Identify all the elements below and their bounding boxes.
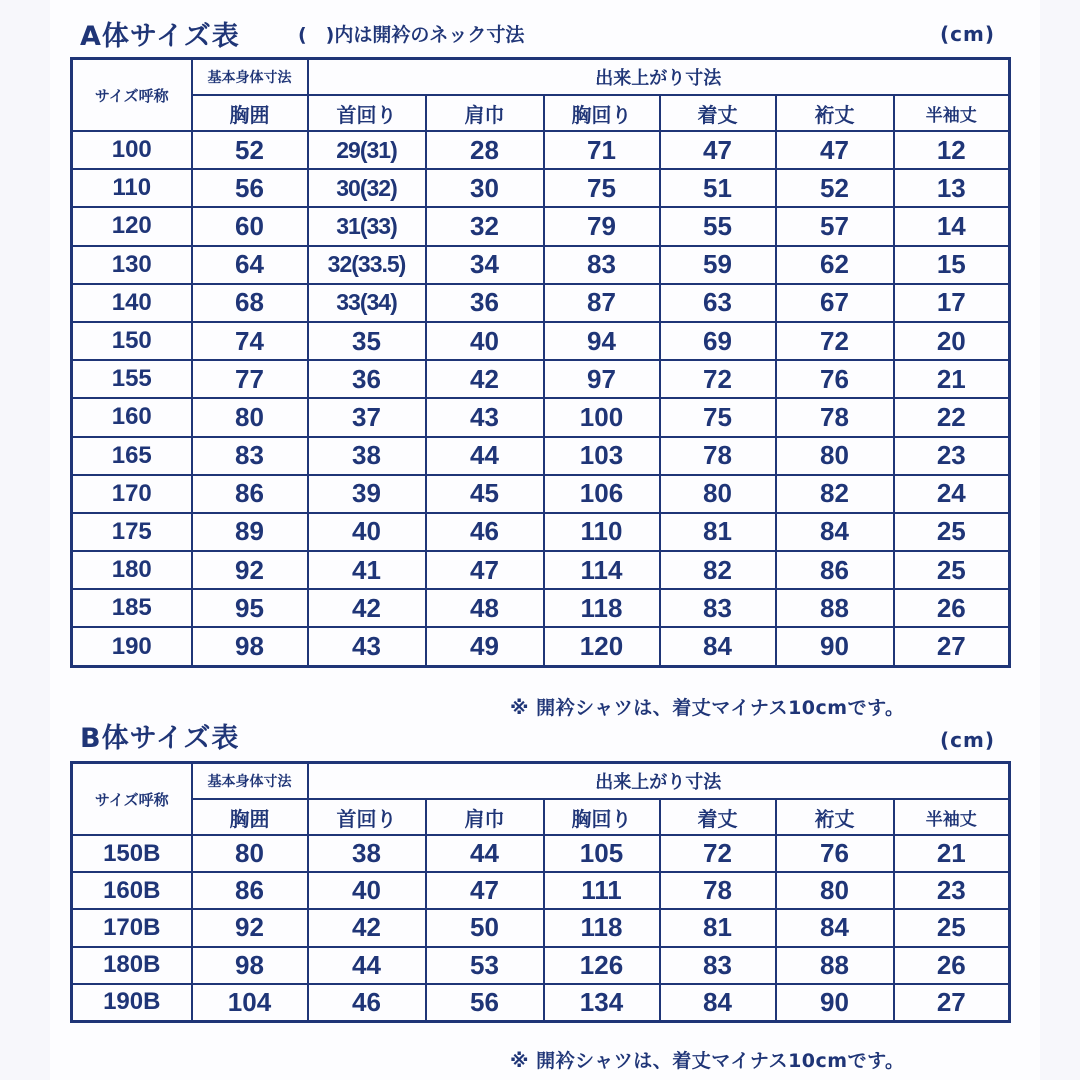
cell-length: 47	[660, 131, 776, 169]
cell-chest: 86	[192, 872, 308, 909]
cell-shoulder: 28	[426, 131, 544, 169]
cell-length: 83	[660, 589, 776, 627]
cell-sleeve: 86	[776, 551, 894, 589]
cell-sleeve: 90	[776, 627, 894, 666]
cell-length: 83	[660, 947, 776, 984]
cell-short-sleeve: 14	[894, 207, 1010, 245]
cell-chest-girth: 75	[544, 169, 660, 207]
size-table-b	[70, 761, 1011, 1023]
cell-neck: 33(34)	[308, 284, 426, 322]
cell-neck: 36	[308, 360, 426, 398]
cell-size-name: 180B	[72, 947, 192, 984]
cell-short-sleeve: 22	[894, 398, 1010, 436]
cell-chest: 83	[192, 437, 308, 475]
cell-short-sleeve: 12	[894, 131, 1010, 169]
header-short-sleeve: 半袖丈	[894, 95, 1010, 131]
cell-shoulder: 44	[426, 835, 544, 872]
cell-size-name: 120	[72, 207, 192, 245]
cell-short-sleeve: 21	[894, 360, 1010, 398]
header-finished: 出来上がり寸法	[308, 59, 1010, 96]
table-b-footnote: ※ 開衿シャツは、着丈マイナス10cmです。	[510, 1050, 905, 1072]
cell-length: 51	[660, 169, 776, 207]
cell-size-name: 160B	[72, 872, 192, 909]
cell-short-sleeve: 23	[894, 872, 1010, 909]
header-length: 着丈	[660, 799, 776, 835]
cell-neck: 29(31)	[308, 131, 426, 169]
cell-chest: 80	[192, 398, 308, 436]
cell-shoulder: 49	[426, 627, 544, 666]
table-row	[72, 398, 1010, 436]
cell-chest-girth: 97	[544, 360, 660, 398]
cell-sleeve: 90	[776, 984, 894, 1022]
cell-shoulder: 46	[426, 513, 544, 551]
table-row	[72, 589, 1010, 627]
cell-short-sleeve: 27	[894, 984, 1010, 1022]
cell-sleeve: 76	[776, 835, 894, 872]
table-a-footnote: ※ 開衿シャツは、着丈マイナス10cmです。	[510, 697, 905, 719]
cell-size-name: 150B	[72, 835, 192, 872]
cell-length: 81	[660, 909, 776, 946]
table-b-title: B体サイズ表	[80, 723, 240, 754]
cell-neck: 40	[308, 872, 426, 909]
cell-length: 78	[660, 872, 776, 909]
cell-size-name: 175	[72, 513, 192, 551]
table-row	[72, 909, 1010, 946]
cell-neck: 38	[308, 437, 426, 475]
cell-chest: 92	[192, 909, 308, 946]
cell-short-sleeve: 15	[894, 246, 1010, 284]
cell-sleeve: 84	[776, 513, 894, 551]
cell-chest-girth: 100	[544, 398, 660, 436]
size-table-a	[70, 57, 1011, 668]
cell-chest: 89	[192, 513, 308, 551]
table-row	[72, 513, 1010, 551]
cell-chest: 60	[192, 207, 308, 245]
cell-sleeve: 78	[776, 398, 894, 436]
cell-chest-girth: 126	[544, 947, 660, 984]
cell-short-sleeve: 13	[894, 169, 1010, 207]
header-chest: 胸囲	[192, 799, 308, 835]
cell-size-name: 180	[72, 551, 192, 589]
table-a-unit: (cm)	[940, 22, 995, 46]
cell-chest-girth: 111	[544, 872, 660, 909]
header-size-name: サイズ呼称	[72, 763, 192, 836]
cell-short-sleeve: 20	[894, 322, 1010, 360]
cell-shoulder: 45	[426, 475, 544, 513]
cell-shoulder: 32	[426, 207, 544, 245]
cell-sleeve: 84	[776, 909, 894, 946]
cell-shoulder: 43	[426, 398, 544, 436]
cell-length: 59	[660, 246, 776, 284]
cell-chest: 64	[192, 246, 308, 284]
table-row	[72, 284, 1010, 322]
table-row	[72, 360, 1010, 398]
cell-chest-girth: 79	[544, 207, 660, 245]
cell-sleeve: 62	[776, 246, 894, 284]
cell-shoulder: 30	[426, 169, 544, 207]
cell-length: 80	[660, 475, 776, 513]
table-row	[72, 207, 1010, 245]
header-basic-body: 基本身体寸法	[192, 763, 308, 800]
cell-sleeve: 57	[776, 207, 894, 245]
table-a-neck-note: ( )内は開衿のネック寸法	[298, 24, 525, 46]
cell-chest-girth: 118	[544, 589, 660, 627]
cell-length: 55	[660, 207, 776, 245]
table-row	[72, 437, 1010, 475]
header-shoulder: 肩巾	[426, 799, 544, 835]
header-short-sleeve: 半袖丈	[894, 799, 1010, 835]
cell-chest-girth: 118	[544, 909, 660, 946]
table-row	[72, 984, 1010, 1022]
cell-size-name: 155	[72, 360, 192, 398]
cell-chest: 74	[192, 322, 308, 360]
cell-sleeve: 67	[776, 284, 894, 322]
cell-chest: 86	[192, 475, 308, 513]
cell-shoulder: 42	[426, 360, 544, 398]
cell-chest: 77	[192, 360, 308, 398]
table-row	[72, 551, 1010, 589]
header-shoulder: 肩巾	[426, 95, 544, 131]
table-row	[72, 169, 1010, 207]
table-row	[72, 322, 1010, 360]
cell-short-sleeve: 24	[894, 475, 1010, 513]
cell-neck: 39	[308, 475, 426, 513]
cell-shoulder: 56	[426, 984, 544, 1022]
header-neck: 首回り	[308, 799, 426, 835]
cell-neck: 35	[308, 322, 426, 360]
cell-neck: 31(33)	[308, 207, 426, 245]
header-sleeve: 裄丈	[776, 95, 894, 131]
cell-length: 78	[660, 437, 776, 475]
cell-chest-girth: 103	[544, 437, 660, 475]
cell-chest: 92	[192, 551, 308, 589]
table-row	[72, 475, 1010, 513]
header-chest: 胸囲	[192, 95, 308, 131]
table-row	[72, 835, 1010, 872]
table-row	[72, 131, 1010, 169]
cell-neck: 41	[308, 551, 426, 589]
cell-size-name: 165	[72, 437, 192, 475]
cell-short-sleeve: 23	[894, 437, 1010, 475]
cell-sleeve: 88	[776, 589, 894, 627]
cell-sleeve: 76	[776, 360, 894, 398]
header-length: 着丈	[660, 95, 776, 131]
table-b-unit: (cm)	[940, 728, 995, 752]
cell-short-sleeve: 26	[894, 589, 1010, 627]
cell-sleeve: 52	[776, 169, 894, 207]
cell-chest: 80	[192, 835, 308, 872]
cell-neck: 32(33.5)	[308, 246, 426, 284]
cell-chest-girth: 110	[544, 513, 660, 551]
cell-chest: 52	[192, 131, 308, 169]
cell-length: 69	[660, 322, 776, 360]
cell-sleeve: 47	[776, 131, 894, 169]
cell-neck: 46	[308, 984, 426, 1022]
cell-short-sleeve: 25	[894, 551, 1010, 589]
table-a-title: A体サイズ表	[80, 21, 240, 52]
cell-neck: 42	[308, 589, 426, 627]
cell-neck: 42	[308, 909, 426, 946]
cell-shoulder: 50	[426, 909, 544, 946]
cell-length: 82	[660, 551, 776, 589]
cell-length: 63	[660, 284, 776, 322]
cell-chest: 95	[192, 589, 308, 627]
cell-short-sleeve: 17	[894, 284, 1010, 322]
cell-shoulder: 53	[426, 947, 544, 984]
header-finished: 出来上がり寸法	[308, 763, 1010, 800]
table-row	[72, 246, 1010, 284]
cell-sleeve: 88	[776, 947, 894, 984]
cell-neck: 30(32)	[308, 169, 426, 207]
cell-length: 81	[660, 513, 776, 551]
header-sleeve: 裄丈	[776, 799, 894, 835]
cell-size-name: 190	[72, 627, 192, 666]
cell-sleeve: 72	[776, 322, 894, 360]
cell-sleeve: 80	[776, 872, 894, 909]
cell-length: 84	[660, 984, 776, 1022]
cell-size-name: 160	[72, 398, 192, 436]
cell-neck: 40	[308, 513, 426, 551]
cell-short-sleeve: 25	[894, 909, 1010, 946]
cell-shoulder: 34	[426, 246, 544, 284]
cell-chest-girth: 120	[544, 627, 660, 666]
cell-chest: 104	[192, 984, 308, 1022]
cell-chest-girth: 87	[544, 284, 660, 322]
cell-chest-girth: 83	[544, 246, 660, 284]
cell-shoulder: 47	[426, 551, 544, 589]
cell-shoulder: 47	[426, 872, 544, 909]
cell-shoulder: 48	[426, 589, 544, 627]
header-size-name: サイズ呼称	[72, 59, 192, 132]
cell-chest-girth: 106	[544, 475, 660, 513]
cell-chest-girth: 94	[544, 322, 660, 360]
table-row	[72, 947, 1010, 984]
cell-neck: 38	[308, 835, 426, 872]
cell-chest-girth: 114	[544, 551, 660, 589]
header-chest-girth: 胸回り	[544, 95, 660, 131]
cell-neck: 43	[308, 627, 426, 666]
cell-neck: 44	[308, 947, 426, 984]
cell-shoulder: 44	[426, 437, 544, 475]
cell-short-sleeve: 26	[894, 947, 1010, 984]
cell-size-name: 110	[72, 169, 192, 207]
cell-chest-girth: 71	[544, 131, 660, 169]
cell-size-name: 140	[72, 284, 192, 322]
cell-shoulder: 36	[426, 284, 544, 322]
cell-neck: 37	[308, 398, 426, 436]
cell-size-name: 170B	[72, 909, 192, 946]
cell-size-name: 170	[72, 475, 192, 513]
cell-size-name: 185	[72, 589, 192, 627]
cell-shoulder: 40	[426, 322, 544, 360]
cell-sleeve: 80	[776, 437, 894, 475]
cell-length: 72	[660, 360, 776, 398]
header-basic-body: 基本身体寸法	[192, 59, 308, 96]
cell-length: 84	[660, 627, 776, 666]
cell-chest-girth: 105	[544, 835, 660, 872]
cell-size-name: 130	[72, 246, 192, 284]
cell-chest: 56	[192, 169, 308, 207]
cell-short-sleeve: 21	[894, 835, 1010, 872]
cell-length: 75	[660, 398, 776, 436]
cell-chest: 68	[192, 284, 308, 322]
table-row	[72, 627, 1010, 666]
cell-size-name: 100	[72, 131, 192, 169]
cell-chest: 98	[192, 947, 308, 984]
cell-chest: 98	[192, 627, 308, 666]
cell-sleeve: 82	[776, 475, 894, 513]
cell-size-name: 190B	[72, 984, 192, 1022]
header-neck: 首回り	[308, 95, 426, 131]
header-chest-girth: 胸回り	[544, 799, 660, 835]
cell-short-sleeve: 27	[894, 627, 1010, 666]
cell-chest-girth: 134	[544, 984, 660, 1022]
cell-short-sleeve: 25	[894, 513, 1010, 551]
table-row	[72, 872, 1010, 909]
cell-size-name: 150	[72, 322, 192, 360]
cell-length: 72	[660, 835, 776, 872]
